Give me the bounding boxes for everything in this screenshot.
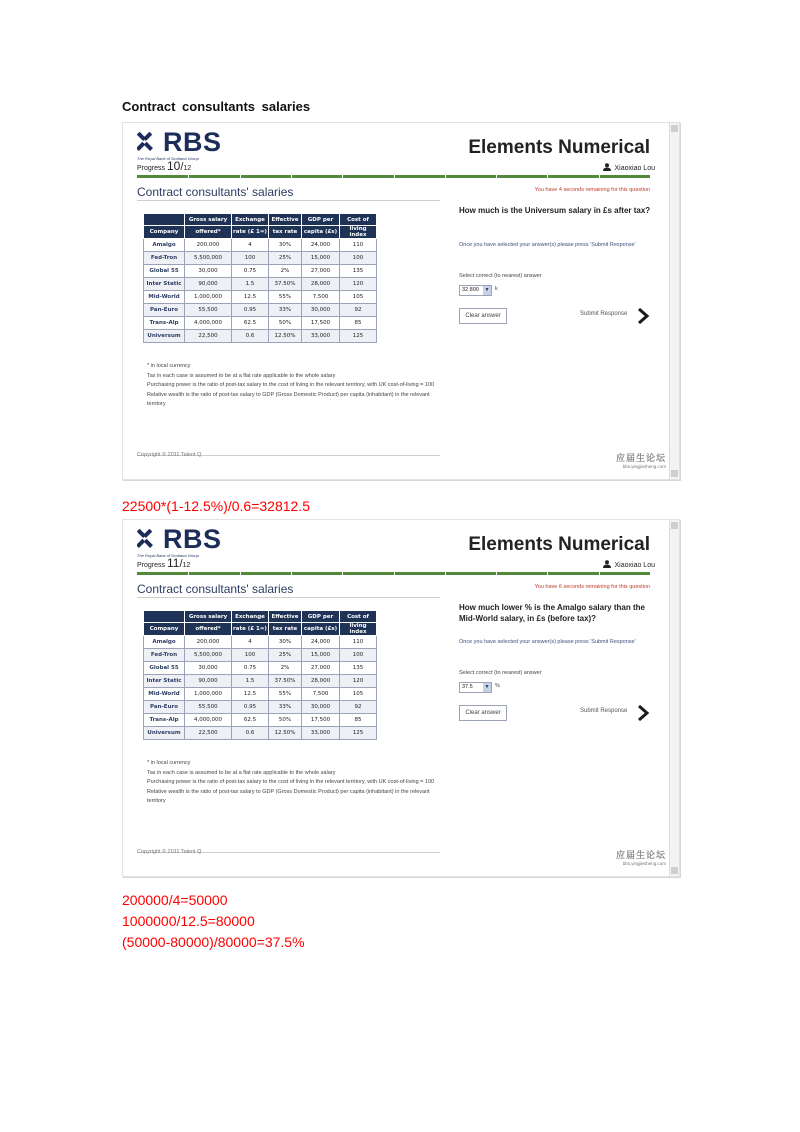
- table-cell: 50%: [269, 317, 302, 330]
- table-row: [144, 278, 377, 291]
- answer-select[interactable]: [459, 285, 492, 296]
- user-info: [603, 163, 655, 172]
- note-line: Purchasing power is the ratio of post-tax salary to the cost of living in the relevant territory, with UK cost-of-living = 100: [147, 779, 435, 785]
- selected-value: 37.5: [462, 684, 473, 690]
- table-cell: 0.6: [232, 330, 269, 343]
- table-row: [144, 662, 377, 675]
- table-cell: 55,500: [185, 304, 232, 317]
- column-header: GDP per: [302, 611, 340, 623]
- table-cell: 25%: [269, 649, 302, 662]
- section-title: Contract consultants' salaries: [137, 185, 294, 199]
- progress-bar: [137, 572, 650, 575]
- table-header-row: [144, 611, 377, 623]
- table-row: [144, 291, 377, 304]
- table-cell: 12.50%: [269, 727, 302, 740]
- clear-answer-button[interactable]: Clear answer: [459, 705, 507, 721]
- divider: [137, 597, 440, 598]
- table-cell: 120: [340, 675, 377, 688]
- scrollbar[interactable]: [669, 520, 679, 876]
- table-cell: 33%: [269, 304, 302, 317]
- table-cell: 15,000: [302, 252, 340, 265]
- note-line: Relative wealth is the ratio of post-tax salary to GDP (Gross Domestic Product) per capita (inhabitant) in the relevant territory: [147, 788, 430, 804]
- table-row: [144, 636, 377, 649]
- answer-unit: k: [495, 286, 498, 292]
- company-cell: Inter Static: [144, 675, 185, 688]
- timer-text: You have 6 seconds remaining for this question: [534, 584, 650, 590]
- table-cell: 200,000: [185, 636, 232, 649]
- column-header: Exchange: [232, 611, 269, 623]
- table-cell: 2%: [269, 662, 302, 675]
- column-header: Exchange: [232, 214, 269, 226]
- copyright-text: Copyright © 2011 Talent Q: [137, 849, 202, 855]
- select-label: Select correct (to nearest) answer: [459, 670, 542, 676]
- table-cell: 62.5: [232, 317, 269, 330]
- column-header: Company: [144, 226, 185, 239]
- select-label: Select correct (to nearest) answer: [459, 273, 542, 279]
- column-header: Gross salary: [185, 214, 232, 226]
- document-heading: Contract consultants salaries: [122, 99, 311, 114]
- table-cell: 30%: [269, 239, 302, 252]
- table-cell: 50%: [269, 714, 302, 727]
- company-cell: Inter Static: [144, 278, 185, 291]
- table-cell: 1,000,000: [185, 291, 232, 304]
- table-row: [144, 727, 377, 740]
- table-cell: 28,000: [302, 278, 340, 291]
- table-cell: 7,500: [302, 291, 340, 304]
- column-header: [144, 214, 185, 226]
- column-header: living index: [340, 623, 377, 636]
- company-cell: Global 55: [144, 662, 185, 675]
- note-line: Purchasing power is the ratio of post-tax salary to the cost of living in the relevant territory, with UK cost-of-living = 100: [147, 382, 435, 388]
- table-row: [144, 317, 377, 330]
- answer-unit: %: [495, 683, 500, 689]
- progress-label: Progress: [137, 562, 166, 569]
- instruction-text: Once you have selected your answer(s) please press 'Submit Response': [459, 242, 636, 248]
- table-cell: 135: [340, 265, 377, 278]
- table-row: [144, 675, 377, 688]
- table-cell: 30,000: [185, 265, 232, 278]
- table-row: [144, 239, 377, 252]
- table-cell: 12.50%: [269, 330, 302, 343]
- table-cell: 92: [340, 701, 377, 714]
- column-header: [144, 611, 185, 623]
- company-cell: Pan-Euro: [144, 304, 185, 317]
- calc-line: 1000000/12.5=80000: [122, 913, 255, 929]
- progress-indicator: [137, 556, 190, 570]
- company-cell: Mid-World: [144, 688, 185, 701]
- note-line: * in local currency: [147, 760, 191, 766]
- table-cell: 55%: [269, 291, 302, 304]
- table-cell: 125: [340, 330, 377, 343]
- column-header: Company: [144, 623, 185, 636]
- scroll-down-arrow[interactable]: [671, 470, 678, 477]
- watermark-url: bbs.yingjiesheng.com: [622, 861, 666, 866]
- brand-subtitle: The Royal Bank of Scotland Group: [137, 553, 199, 558]
- column-header: Effective: [269, 611, 302, 623]
- user-name: Xiaoxiao Lou: [614, 165, 655, 172]
- company-cell: Universum: [144, 330, 185, 343]
- forum-watermark: [616, 451, 666, 469]
- company-cell: Global 55: [144, 265, 185, 278]
- table-row: [144, 649, 377, 662]
- table-cell: 5,500,000: [185, 252, 232, 265]
- table-cell: 4: [232, 636, 269, 649]
- table-cell: 0.6: [232, 727, 269, 740]
- table-cell: 62.5: [232, 714, 269, 727]
- user-name: Xiaoxiao Lou: [614, 562, 655, 569]
- table-cell: 135: [340, 662, 377, 675]
- table-cell: 55,500: [185, 701, 232, 714]
- table-cell: 30,000: [302, 304, 340, 317]
- table-row: [144, 714, 377, 727]
- table-cell: 1.5: [232, 675, 269, 688]
- table-cell: 85: [340, 317, 377, 330]
- column-header: capita (£s): [302, 226, 340, 239]
- progress-total: 12: [182, 562, 191, 569]
- table-cell: 12.5: [232, 688, 269, 701]
- table-cell: 30,000: [185, 662, 232, 675]
- table-cell: 7,500: [302, 688, 340, 701]
- user-icon: [603, 560, 611, 568]
- company-cell: Amalgo: [144, 239, 185, 252]
- rbs-daisy-wheel-icon: [137, 528, 161, 550]
- chevron-right-icon[interactable]: [636, 704, 650, 722]
- table-cell: 105: [340, 688, 377, 701]
- column-header: Cost of: [340, 214, 377, 226]
- progress-label: Progress: [137, 165, 166, 172]
- progress-total: 12: [183, 165, 192, 172]
- table-cell: 1.5: [232, 278, 269, 291]
- table-cell: 100: [232, 649, 269, 662]
- instruction-text: Once you have selected your answer(s) please press 'Submit Response': [459, 639, 636, 645]
- table-cell: 55%: [269, 688, 302, 701]
- table-cell: 37.50%: [269, 278, 302, 291]
- question-text: How much is the Universum salary in £s after tax?: [459, 206, 651, 215]
- scroll-up-arrow[interactable]: [671, 522, 678, 529]
- table-cell: 100: [340, 252, 377, 265]
- table-cell: 33,000: [302, 330, 340, 343]
- column-header: offered*: [185, 623, 232, 636]
- table-cell: 125: [340, 727, 377, 740]
- progress-bar: [137, 175, 650, 178]
- table-row: [144, 252, 377, 265]
- progress-separator: /: [179, 558, 183, 570]
- table-cell: 0.75: [232, 265, 269, 278]
- company-cell: Universum: [144, 727, 185, 740]
- table-cell: 200,000: [185, 239, 232, 252]
- table-notes: [147, 362, 439, 410]
- column-header: Cost of: [340, 611, 377, 623]
- note-line: * in local currency: [147, 363, 191, 369]
- column-header: Gross salary: [185, 611, 232, 623]
- user-info: [603, 560, 655, 569]
- table-cell: 33,000: [302, 727, 340, 740]
- table-cell: 24,000: [302, 239, 340, 252]
- table-cell: 5,500,000: [185, 649, 232, 662]
- chevron-down-icon[interactable]: ▼: [484, 684, 490, 690]
- table-cell: 4: [232, 239, 269, 252]
- progress-indicator: [137, 159, 191, 173]
- scrollbar[interactable]: [669, 123, 679, 479]
- calculation-note: [122, 496, 310, 517]
- screenshot-panel: [122, 122, 680, 480]
- company-cell: Pan-Euro: [144, 701, 185, 714]
- watermark-url: bbs.yingjiesheng.com: [622, 464, 666, 469]
- chevron-down-icon[interactable]: ▼: [484, 287, 490, 293]
- table-cell: 0.75: [232, 662, 269, 675]
- data-table: [143, 610, 377, 740]
- watermark-text: 应届生论坛: [615, 850, 666, 860]
- table-cell: 27,000: [302, 265, 340, 278]
- table-cell: 12.5: [232, 291, 269, 304]
- note-line: Tax in each case is assumed to be at a flat rate applicable to the whole salary: [147, 372, 336, 379]
- table-cell: 1,000,000: [185, 688, 232, 701]
- column-header: rate (£ 1=): [232, 623, 269, 636]
- progress-separator: /: [180, 161, 184, 173]
- table-cell: 110: [340, 239, 377, 252]
- table-notes: [147, 759, 439, 807]
- table-cell: 15,000: [302, 649, 340, 662]
- answer-select[interactable]: [459, 682, 492, 693]
- table-cell: 30,000: [302, 701, 340, 714]
- table-header-row: [144, 226, 377, 239]
- company-cell: Trans-Alp: [144, 714, 185, 727]
- calculation-note: [122, 890, 305, 953]
- company-cell: Amalgo: [144, 636, 185, 649]
- table-cell: 22,500: [185, 330, 232, 343]
- note-line: Relative wealth is the ratio of post-tax salary to GDP (Gross Domestic Product) per capita (inhabitant) in the relevant territory: [147, 391, 430, 407]
- column-header: GDP per: [302, 214, 340, 226]
- table-header-row: [144, 623, 377, 636]
- calc-line: 22500*(1-12.5%)/0.6=32812.5: [122, 498, 310, 514]
- table-cell: 4,000,000: [185, 317, 232, 330]
- table-cell: 17,500: [302, 714, 340, 727]
- table-header-row: [144, 214, 377, 226]
- table-row: [144, 265, 377, 278]
- calc-line: (50000-80000)/80000=37.5%: [122, 934, 305, 950]
- table-cell: 37.50%: [269, 675, 302, 688]
- progress-current: 11: [166, 556, 180, 570]
- table-cell: 100: [232, 252, 269, 265]
- divider: [137, 200, 440, 201]
- copyright-text: Copyright © 2011 Talent Q: [137, 452, 202, 458]
- brand-subtitle: The Royal Bank of Scotland Group: [137, 156, 199, 161]
- test-title: Elements Numerical: [468, 137, 650, 158]
- table-cell: 92: [340, 304, 377, 317]
- table-cell: 85: [340, 714, 377, 727]
- table-row: [144, 330, 377, 343]
- table-cell: 110: [340, 636, 377, 649]
- table-cell: 25%: [269, 252, 302, 265]
- table-cell: 90,000: [185, 675, 232, 688]
- table-cell: 33%: [269, 701, 302, 714]
- scroll-up-arrow[interactable]: [671, 125, 678, 132]
- company-cell: Trans-Alp: [144, 317, 185, 330]
- test-title: Elements Numerical: [468, 534, 650, 555]
- progress-current: 10: [166, 159, 181, 173]
- table-cell: 100: [340, 649, 377, 662]
- submit-response-button[interactable]: Submit Response: [580, 708, 628, 714]
- table-cell: 30%: [269, 636, 302, 649]
- forum-watermark: [616, 848, 666, 866]
- company-cell: Fed-Tron: [144, 252, 185, 265]
- column-header: living index: [340, 226, 377, 239]
- column-header: tax rate: [269, 623, 302, 636]
- calc-line: 200000/4=50000: [122, 892, 228, 908]
- timer-text: You have 4 seconds remaining for this question: [534, 187, 650, 193]
- table-cell: 28,000: [302, 675, 340, 688]
- scroll-down-arrow[interactable]: [671, 867, 678, 874]
- table-cell: 120: [340, 278, 377, 291]
- table-cell: 27,000: [302, 662, 340, 675]
- brand-name: RBS: [163, 524, 222, 554]
- column-header: capita (£s): [302, 623, 340, 636]
- clear-answer-button[interactable]: Clear answer: [459, 308, 507, 324]
- screenshot-panel: [122, 519, 680, 877]
- table-cell: 4,000,000: [185, 714, 232, 727]
- table-cell: 17,500: [302, 317, 340, 330]
- table-cell: 90,000: [185, 278, 232, 291]
- section-title: Contract consultants' salaries: [137, 582, 294, 596]
- brand-name: RBS: [163, 127, 222, 157]
- company-cell: Fed-Tron: [144, 649, 185, 662]
- table-row: [144, 688, 377, 701]
- selected-value: 32 800: [462, 287, 479, 293]
- column-header: offered*: [185, 226, 232, 239]
- table-cell: 105: [340, 291, 377, 304]
- watermark-text: 应届生论坛: [615, 453, 666, 463]
- data-table: [143, 213, 377, 343]
- column-header: rate (£ 1=): [232, 226, 269, 239]
- table-row: [144, 304, 377, 317]
- note-line: Tax in each case is assumed to be at a flat rate applicable to the whole salary: [147, 769, 336, 776]
- chevron-right-icon[interactable]: [636, 307, 650, 325]
- table-cell: 0.95: [232, 304, 269, 317]
- table-cell: 24,000: [302, 636, 340, 649]
- table-cell: 22,500: [185, 727, 232, 740]
- user-icon: [603, 163, 611, 171]
- column-header: Effective: [269, 214, 302, 226]
- table-row: [144, 701, 377, 714]
- rbs-daisy-wheel-icon: [137, 131, 161, 153]
- table-cell: 2%: [269, 265, 302, 278]
- column-header: tax rate: [269, 226, 302, 239]
- company-cell: Mid-World: [144, 291, 185, 304]
- question-text: How much lower % is the Amalgo salary than the Mid-World salary, in £s (before tax)?: [459, 603, 645, 623]
- table-cell: 0.95: [232, 701, 269, 714]
- submit-response-button[interactable]: Submit Response: [580, 311, 628, 317]
